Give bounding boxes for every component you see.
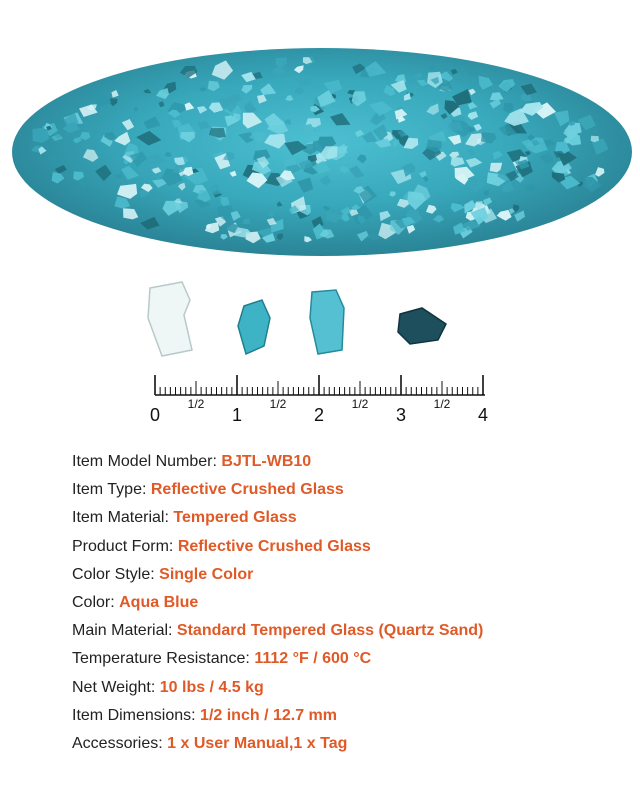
spec-value: Reflective Crushed Glass	[177, 537, 371, 555]
spec-row-item-type	[72, 476, 632, 504]
clear-glass-piece	[148, 282, 192, 356]
spec-label: Accessories:	[72, 734, 168, 752]
spec-label: Item Dimensions:	[72, 706, 201, 724]
aqua-reflective-piece	[310, 290, 344, 354]
spec-value: Standard Tempered Glass (Quartz Sand)	[176, 622, 484, 640]
spec-label: Color Style:	[72, 565, 160, 583]
spec-label: Color:	[72, 593, 120, 611]
ruler-label-4: 4	[477, 405, 489, 425]
spec-label: Item Material:	[72, 509, 174, 527]
spec-label: Item Model Number:	[72, 453, 222, 470]
spec-value: 1/2 inch / 12.7 mm	[200, 706, 337, 724]
spec-value: 1 x User Manual,1 x Tag	[167, 734, 348, 752]
ruler-label-0: 0	[149, 405, 161, 425]
ruler-half-label: 1/2	[433, 397, 451, 411]
spec-row-main-material	[72, 617, 632, 645]
spec-value: Tempered Glass	[173, 509, 297, 527]
spec-value: Aqua Blue	[119, 593, 199, 611]
spec-row-color-style	[72, 561, 632, 589]
ruler-label-1: 1	[231, 405, 243, 425]
spec-row-item-dimensions	[72, 702, 632, 730]
spec-row-color	[72, 589, 632, 617]
spec-row-model-number	[72, 448, 632, 476]
spec-row-accessories	[72, 730, 632, 758]
spec-row-item-material	[72, 504, 632, 532]
ruler-half-label: 1/2	[351, 397, 369, 411]
ruler-half-label: 1/2	[269, 397, 287, 411]
ruler-label-2: 2	[313, 405, 325, 425]
spec-label: Item Type:	[72, 481, 151, 499]
aqua-glass-piece	[238, 300, 270, 354]
spec-row-net-weight	[72, 674, 632, 702]
spec-label: Main Material:	[72, 622, 177, 640]
glass-pieces-samples	[0, 270, 640, 370]
spec-row-temperature-resistance	[72, 645, 632, 673]
spec-value: 1112 °F / 600 °C	[254, 650, 372, 668]
spec-label: Net Weight:	[72, 678, 160, 696]
ruler-label-3: 3	[395, 405, 407, 425]
spec-label: Product Form:	[72, 537, 178, 555]
spec-label: Temperature Resistance:	[72, 650, 255, 668]
spec-row-product-form	[72, 533, 632, 561]
spec-value: Single Color	[159, 565, 254, 583]
dark-aqua-piece	[398, 308, 446, 344]
glass-pile-image	[0, 0, 640, 270]
spec-value: 10 lbs / 4.5 kg	[159, 678, 264, 696]
spec-value: BJTL-WB10	[221, 453, 312, 470]
ruler-half-label: 1/2	[187, 397, 205, 411]
measurement-ruler	[0, 365, 640, 435]
spec-value: Reflective Crushed Glass	[150, 481, 344, 499]
spec-list	[72, 448, 632, 758]
